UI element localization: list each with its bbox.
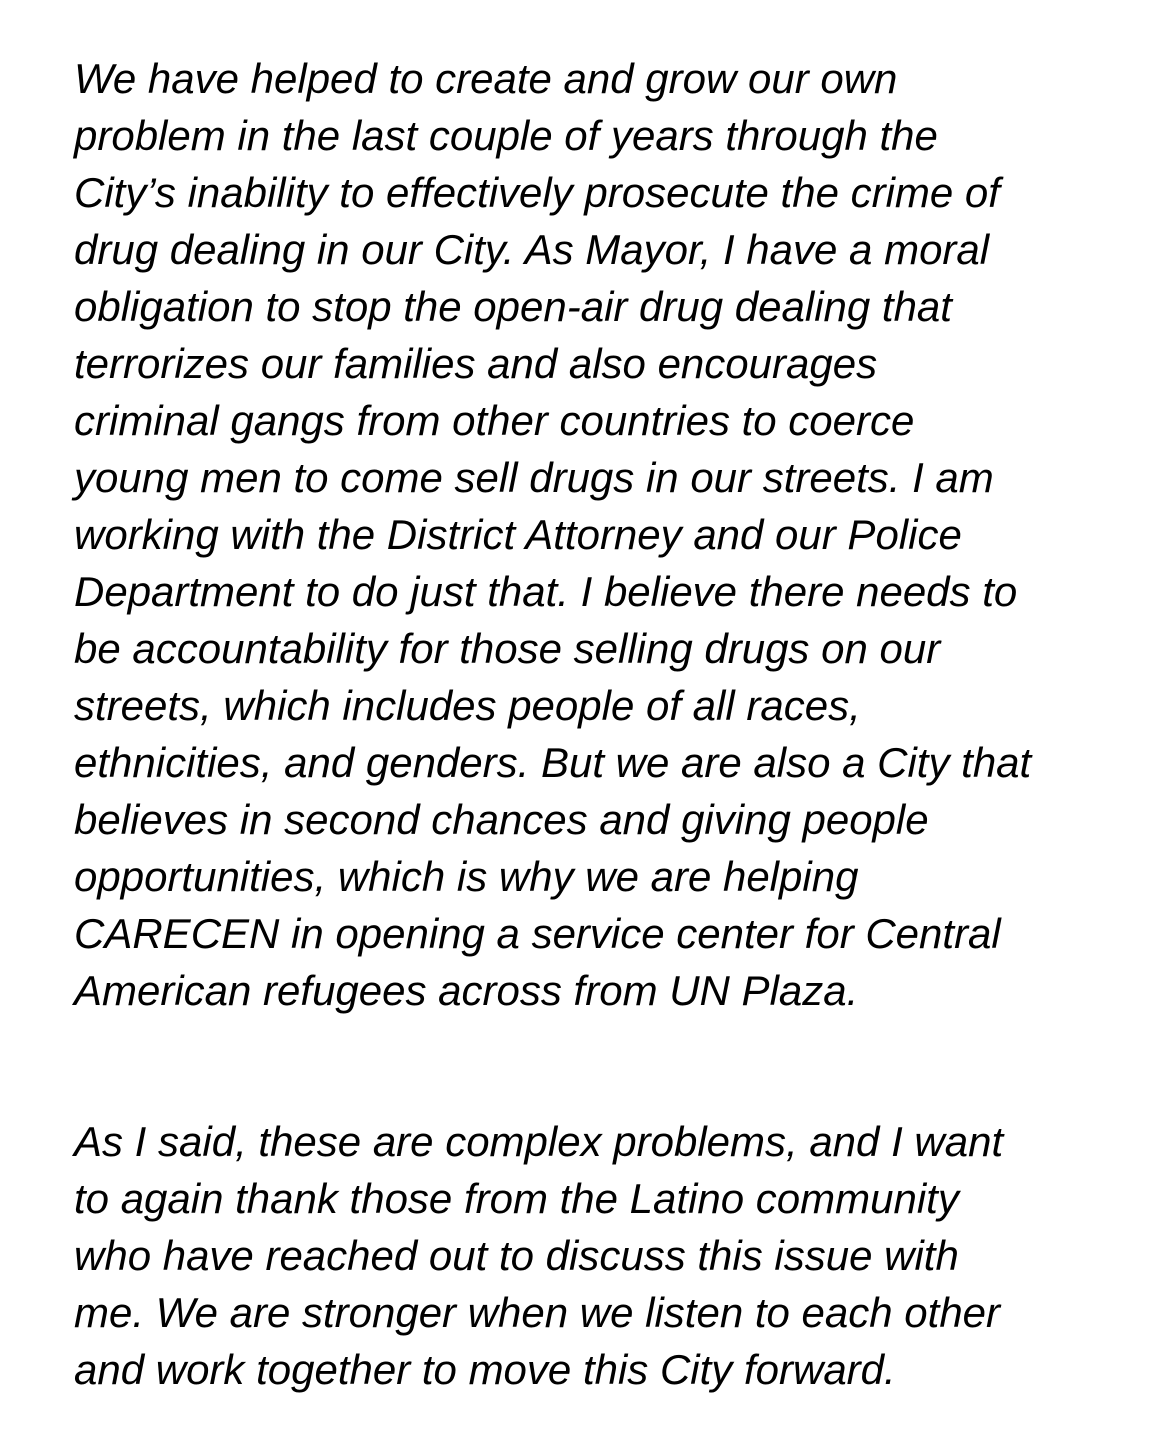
text-line: me. We are stronger when we listen to each other bbox=[74, 1289, 1001, 1336]
text-line: who have reached out to discuss this issue with bbox=[74, 1232, 959, 1279]
text-line: and work together to move this City forward. bbox=[74, 1346, 896, 1393]
text-line: terrorizes our families and also encourages bbox=[74, 340, 878, 387]
text-line: problem in the last couple of years through the bbox=[74, 112, 938, 159]
text-line: CARECEN in opening a service center for Central bbox=[74, 910, 1001, 957]
text-line: to again thank those from the Latino community bbox=[74, 1175, 959, 1222]
text-line: criminal gangs from other countries to coerce bbox=[74, 397, 915, 444]
text-line: City’s inability to effectively prosecute the crime of bbox=[74, 169, 1000, 216]
text-line: young men to come sell drugs in our streets. I am bbox=[74, 454, 994, 501]
text-line: We have helped to create and grow our own bbox=[74, 55, 898, 102]
text-line: be accountability for those selling drugs on our bbox=[74, 625, 941, 672]
text-line: ethnicities, and genders. But we are also a City that bbox=[74, 739, 1032, 786]
text-line: American refugees across from UN Plaza. bbox=[74, 967, 859, 1014]
text-line: streets, which includes people of all races, bbox=[74, 682, 861, 729]
text-line: As I said, these are complex problems, and I want bbox=[74, 1118, 1004, 1165]
text-line: Department to do just that. I believe there needs to bbox=[74, 568, 1018, 615]
text-line: drug dealing in our City. As Mayor, I have a moral bbox=[74, 226, 990, 273]
text-line: working with the District Attorney and our Police bbox=[74, 511, 962, 558]
text-line: believes in second chances and giving people bbox=[74, 796, 929, 843]
text-line: opportunities, which is why we are helping bbox=[74, 853, 859, 900]
text-line: obligation to stop the open-air drug dealing that bbox=[74, 283, 952, 330]
